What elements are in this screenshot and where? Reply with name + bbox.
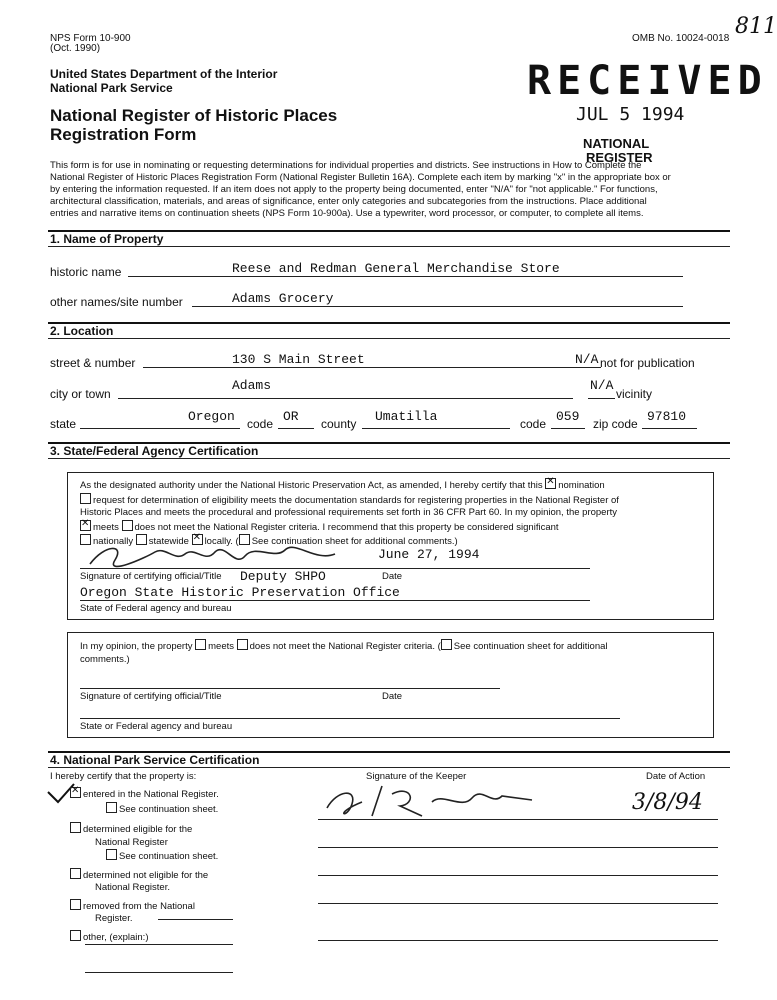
historic-name-value[interactable]: Reese and Redman General Merchandise Store xyxy=(232,261,560,276)
received-stamp: RECEIVED xyxy=(527,58,768,104)
nps-options xyxy=(70,787,219,944)
stamp-register: REGISTER xyxy=(586,150,653,165)
zip-value[interactable]: 97810 xyxy=(647,409,687,424)
agency-line xyxy=(80,600,590,601)
vicinity-value[interactable]: N/A xyxy=(590,378,614,393)
explain-line xyxy=(85,944,233,945)
removed-checkbox[interactable] xyxy=(70,899,81,910)
historic-name-label: historic name xyxy=(50,265,122,279)
date-label: Date xyxy=(382,691,403,702)
instructions-line: National Register of Historic Places Registration Form (National Register Bulletin 16A). Complete each item by marking "x" in the appropriate box or xyxy=(50,172,671,183)
option-row xyxy=(70,822,219,837)
keeper-line xyxy=(318,819,718,820)
not-pub-value[interactable]: N/A xyxy=(575,352,599,367)
instructions-line: by entering the information requested. If an item does not apply to the property being documented, enter "N/A" for "not applicable." For functions, xyxy=(50,184,658,195)
instructions-block xyxy=(50,160,740,220)
state-code-value[interactable]: OR xyxy=(283,409,299,424)
agency-line-2: National Park Service xyxy=(50,81,173,95)
county-code-line xyxy=(551,428,585,429)
option-row xyxy=(70,930,219,945)
continuation-label: See continuation sheet for additional comments.) xyxy=(251,536,458,547)
instructions-line: This form is for use in nominating or requesting determinations for individual properties and districts. See instructions in How to Complete the xyxy=(50,160,642,171)
section-1-heading: 1. Name of Property xyxy=(50,232,164,246)
eligible-label: determined eligible for the xyxy=(83,824,193,835)
op2-continuation-label: See continuation sheet for additional xyxy=(453,641,608,652)
nomination-checkbox[interactable] xyxy=(545,478,556,489)
section-4-heading: 4. National Park Service Certification xyxy=(50,753,260,767)
instructions-line: architectural classification, materials, and areas of significance, enter only categories and subcategories from the instructions. Place additional xyxy=(50,196,647,207)
op2-continuation-checkbox[interactable] xyxy=(441,639,452,650)
stamp-national: NATIONAL xyxy=(583,136,650,151)
county-value[interactable]: Umatilla xyxy=(375,409,438,424)
section-rule xyxy=(48,338,730,339)
op2-meets-label: meets xyxy=(208,641,234,652)
cert-line xyxy=(80,493,705,508)
keeper-signature xyxy=(322,780,542,820)
keeper-line xyxy=(318,875,718,876)
agency-line xyxy=(80,718,620,719)
zip-line xyxy=(642,428,697,429)
not-pub-label: not for publication xyxy=(600,356,695,370)
meets-checkbox[interactable] xyxy=(80,520,91,531)
opinion-line xyxy=(80,639,705,654)
signature-label: Signature of certifying official/Title xyxy=(80,571,222,582)
option-row xyxy=(70,849,219,864)
op2-not-meet-label: does not meet the National Register criteria. ( xyxy=(249,641,441,652)
section-rule xyxy=(48,458,730,459)
signature-line xyxy=(80,688,500,689)
agency-label: State of Federal agency and bureau xyxy=(80,603,232,614)
section-rule xyxy=(48,322,730,324)
city-label: city or town xyxy=(50,387,111,401)
statewide-label: statewide xyxy=(148,536,189,547)
section-rule xyxy=(48,246,730,247)
op2-not-meet-checkbox[interactable] xyxy=(237,639,248,650)
request-checkbox[interactable] xyxy=(80,493,91,504)
option-row xyxy=(70,899,219,914)
other-names-label: other names/site number xyxy=(50,295,183,309)
opinion-line: comments.) xyxy=(80,653,130,665)
vicinity-line xyxy=(588,398,615,399)
certify-text: I hereby certify that the property is: xyxy=(50,771,197,782)
other-line xyxy=(158,919,233,920)
state-value[interactable]: Oregon xyxy=(188,409,235,424)
historic-name-line xyxy=(128,276,683,277)
removed-label: removed from the National xyxy=(83,900,195,912)
shpo-date-value[interactable]: June 27, 1994 xyxy=(378,547,480,562)
cert-line xyxy=(80,520,705,535)
county-label: county xyxy=(321,417,357,431)
city-value[interactable]: Adams xyxy=(232,378,272,393)
option-row: Register. xyxy=(95,913,133,924)
cert-line-text: request for determination of eligibility meets the documentation standards for registering properties in the National Register of xyxy=(93,494,619,506)
not-pub-line xyxy=(573,367,601,368)
date-of-action-label: Date of Action xyxy=(646,771,706,782)
other-checkbox[interactable] xyxy=(70,930,81,941)
entered-continuation-checkbox[interactable] xyxy=(106,802,117,813)
form-title-1: National Register of Historic Places xyxy=(50,106,338,125)
state-line xyxy=(80,428,240,429)
agency-value[interactable]: Oregon State Historic Preservation Office xyxy=(80,585,400,600)
signature-line xyxy=(80,568,590,569)
stamp-date: JUL 5 1994 xyxy=(576,104,685,125)
continuation-label: See continuation sheet. xyxy=(119,803,219,815)
form-title-2: Registration Form xyxy=(50,125,197,144)
other-names-value[interactable]: Adams Grocery xyxy=(232,291,334,306)
signature-label: Signature of certifying official/Title xyxy=(80,691,222,702)
entered-label: entered in the National Register. xyxy=(83,789,219,800)
op2-meets-checkbox[interactable] xyxy=(195,639,206,650)
instructions-line: entries and narrative items on continuation sheets (NPS Form 10-900a). Use a typewriter, word processor, or computer, to complete all items. xyxy=(50,208,644,219)
county-line xyxy=(362,428,510,429)
meets-label: meets xyxy=(93,521,119,533)
section-2-heading: 2. Location xyxy=(50,324,114,338)
agency-label: State or Federal agency and bureau xyxy=(80,721,233,732)
option-row xyxy=(70,787,219,802)
state-label: state xyxy=(50,417,77,431)
cert-line: Historic Places and meets the procedural and professional requirements set forth in 36 CFR Part 60. In my opinion, the property xyxy=(80,507,618,518)
omb-number: OMB No. 10024-0018 xyxy=(632,33,730,44)
other-label: other, (explain:) xyxy=(83,931,149,943)
vicinity-label: vicinity xyxy=(616,387,653,401)
county-code-label: code xyxy=(520,417,547,431)
street-value[interactable]: 130 S Main Street xyxy=(232,352,365,367)
eligible-checkbox[interactable] xyxy=(70,822,81,833)
option-row xyxy=(70,802,219,817)
section-rule xyxy=(48,767,730,768)
shpo-title-value[interactable]: Deputy SHPO xyxy=(240,569,326,584)
opinion-text xyxy=(80,639,705,666)
not-meet-checkbox[interactable] xyxy=(122,520,133,531)
entered-checkbox[interactable] xyxy=(70,787,81,798)
section-3-heading: 3. State/Federal Agency Certification xyxy=(50,444,259,458)
agency-line-1: United States Department of the Interior xyxy=(50,67,278,81)
street-label: street & number xyxy=(50,356,136,370)
state-code-label: code xyxy=(247,417,274,431)
keeper-line xyxy=(318,847,718,848)
continuation-label: See continuation sheet. xyxy=(119,851,219,862)
nationally-label: nationally xyxy=(93,536,134,547)
keeper-line xyxy=(318,903,718,904)
opinion-text-a: In my opinion, the property xyxy=(80,641,193,652)
keeper-line xyxy=(318,940,718,941)
city-line xyxy=(118,398,573,399)
option-row: National Register. xyxy=(95,882,170,893)
state-code-line xyxy=(278,428,314,429)
locally-label: locally. ( xyxy=(204,536,239,547)
county-code-value[interactable]: 059 xyxy=(556,409,580,424)
option-row xyxy=(70,868,219,883)
not-eligible-label: determined not eligible for the xyxy=(83,869,209,881)
handwritten-number: 811 xyxy=(735,14,777,39)
other-names-line xyxy=(192,306,683,307)
nomination-label: nomination xyxy=(558,480,605,491)
keeper-signature-label: Signature of the Keeper xyxy=(366,771,467,782)
date-label: Date xyxy=(382,571,403,582)
not-eligible-checkbox[interactable] xyxy=(70,868,81,879)
explain-line xyxy=(85,972,233,973)
not-meet-label: does not meet the National Register criteria. I recommend that this property be considered significant xyxy=(134,521,559,533)
option-row: National Register xyxy=(95,836,168,848)
eligible-continuation-checkbox[interactable] xyxy=(106,849,117,860)
form-number: NPS Form 10-900 xyxy=(50,33,131,44)
form-date: (Oct. 1990) xyxy=(50,43,101,54)
street-line xyxy=(143,367,573,368)
cert-line-text: As the designated authority under the National Historic Preservation Act, as amended, I hereby certify that this xyxy=(80,480,543,491)
date-of-action-value[interactable]: 3/8/94 xyxy=(632,790,703,815)
shpo-signature xyxy=(85,538,345,572)
zip-label: zip code xyxy=(593,417,638,431)
cert-line xyxy=(80,478,705,493)
